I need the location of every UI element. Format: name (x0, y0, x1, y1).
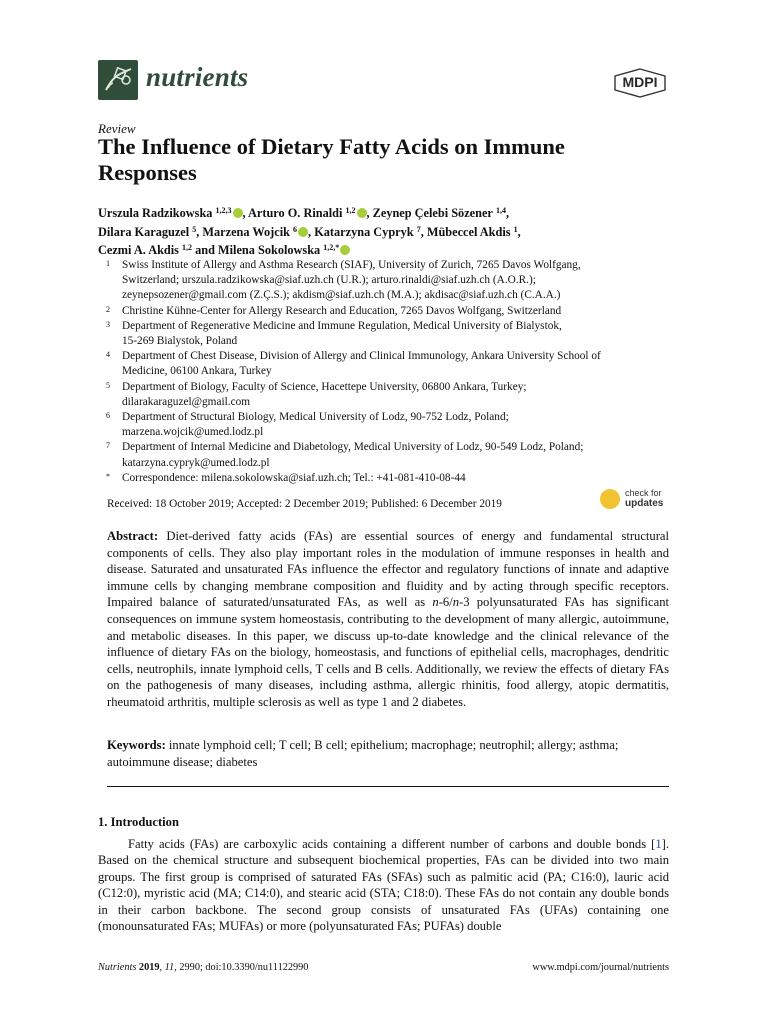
author-affiliation-marker: 7 (416, 224, 421, 234)
author-affiliation-marker: 1,4 (495, 206, 506, 215)
author-affiliation-marker: 6 (293, 224, 298, 234)
affiliation-text: Department of Regenerative Medicine and Immune Regulation, Medical University of Bialystok, 15-269 Bialystok, Poland (122, 319, 562, 348)
footer-citation (98, 962, 308, 973)
keywords-label: Keywords: (107, 738, 166, 752)
affiliation-item (98, 440, 673, 470)
affiliation-number: 3 (106, 319, 110, 329)
author-affiliation-marker: 1,2 (182, 243, 193, 252)
affiliation-text: Correspondence: milena.sokolowska@siaf.uzh.ch; Tel.: +41-081-410-08-44 (122, 471, 466, 484)
affiliation-text: Department of Chest Disease, Division of Allergy and Clinical Immunology, Ankara University School of Medicine, 06100 Ankara, Turkey (122, 350, 601, 378)
article-title: The Influence of Dietary Fatty Acids on Immune Responses (98, 134, 565, 185)
affiliation-item (98, 349, 673, 379)
author-name: Mübeccel Akdis (426, 224, 514, 239)
author-name: Katarzyna Cypryk (314, 224, 417, 239)
keywords (107, 737, 669, 770)
affiliation-text: Swiss Institute of Allergy and Asthma Research (SIAF), University of Zurich, 7265 Davos Wolfgang, Switzerland; urszula.radzikowska@siaf.uzh.ch (U.R.); arturo.rinaldi@siaf.uzh.ch (A.O.R.); zeynepsozener@gmail.com (Z.Ç.S.); akdism@siaf.uzh.ch (M.A.); akdisac@siaf.uzh.ch (C.A.A.) (122, 259, 581, 302)
publication-dates: Received: 18 October 2019; Accepted: 2 December 2019; Published: 6 December 2019 (107, 498, 502, 510)
affiliation-text: Department of Structural Biology, Medical University of Lodz, 90-752 Lodz, Poland; marzena.wojcik@umed.lodz.pl (122, 411, 509, 439)
author-name: Dilara Karaguzel (98, 224, 193, 239)
author-list: Urszula Radzikowska $^{1,2,3}$ , Arturo O. Rinaldi $^{1,2}$ , Zeynep Çelebi Sözener $^{1,4}$, Dilara Karaguzel $^5$, Marzena Wojcik $^6$ , Katarzyna Cypryk $^7$, Mübeccel Akdis $^1$, Cezmi A. Akdis $^{1,2}$ and Milena Sokolowska $^{1,2,*}$ (98, 206, 521, 257)
affiliation-item (98, 304, 673, 319)
author-affiliation-marker: 1,2 (345, 206, 356, 215)
orcid-icon[interactable] (298, 227, 308, 237)
check-updates-line2: updates (625, 498, 664, 509)
section-divider (107, 786, 669, 787)
orcid-icon[interactable] (233, 208, 243, 218)
keywords-text: innate lymphoid cell; T cell; B cell; epithelium; macrophage; neutrophil; allergy; asthma; autoimmune disease; diabetes (107, 738, 619, 769)
author-name: Cezmi A. Akdis (98, 243, 183, 257)
abstract-label: Abstract: (107, 529, 159, 543)
affiliation-text: Department of Biology, Faculty of Science, Hacettepe University, 06800 Ankara, Turkey; dilarakaraguzel@gmail.com (122, 380, 527, 408)
footer-url[interactable]: www.mdpi.com/journal/nutrients (532, 962, 669, 973)
affiliation-text: Department of Internal Medicine and Diabetology, Medical University of Lodz, 90-549 Lodz, Poland; katarzyna.cypryk@umed.lodz.pl (122, 441, 584, 469)
affiliation-number: 5 (106, 380, 110, 390)
publisher-name: MDPI (622, 74, 658, 90)
author-affiliation-marker: 5 (192, 224, 197, 234)
affiliation-item (98, 258, 673, 304)
abstract-text: Diet-derived fatty acids (FAs) are essential sources of energy and fundamental structural components of cells. They also play important roles in the modulation of immune responses in health and disease. Saturated and unsaturated FAs influence the effector and regulatory functions of innate and adaptive immune cells by changing membrane composition and fluidity and by acting through specific receptors. Impaired balance of saturated/unsaturated FAs, as well as n-6/n-3 polyunsaturated FAs has significant consequences on immune system homeostasis, contributing to the development of many allergic, autoimmune, and metabolic diseases. In this paper, we discuss up-to-date knowledge and the clinical relevance of the influence of dietary FAs on the biology, homeostasis, and functions of epithelial cells, macrophages, dendritic cells, neutrophils, innate lymphoid cells, T cells and B cells. Additionally, we review the effects of dietary FAs on the pathogenesis of many diseases, including asthma, allergic rhinitis, food allergy, atopic dermatitis, rheumatoid arthritis, multiple sclerosis as well as type 1 and 2 diabetes. (107, 529, 670, 709)
author-affiliation-marker: 1,2,* (323, 243, 340, 252)
check-updates-line1: check for (625, 488, 662, 498)
author-name: Marzena Wojcik (202, 224, 294, 239)
author-name: Milena Sokolowska (218, 243, 324, 257)
affiliation-number: 1 (106, 259, 110, 268)
abstract (107, 528, 669, 711)
affiliation-item (98, 471, 673, 486)
affiliation-number: 6 (106, 411, 110, 421)
check-for-updates-button[interactable] (600, 487, 670, 515)
author-name: Arturo O. Rinaldi (248, 206, 346, 220)
author-name: Urszula Radzikowska (98, 206, 216, 220)
affiliation-number: 4 (106, 350, 110, 360)
reference-link[interactable]: 1 (655, 837, 662, 851)
author-affiliation-marker: 1 (513, 224, 518, 234)
journal-logo-icon (98, 60, 138, 100)
mdpi-logo[interactable] (613, 68, 667, 98)
affiliation-item (98, 410, 673, 440)
author-affiliation-marker: 1,2,3 (215, 206, 232, 215)
affiliation-number: * (106, 471, 110, 481)
intro-text-end: ]. Based on the chemical structure and subsequent biochemical properties, FAs can be divided into two main groups. The first group is comprised of saturated FAs (SFAs) such as palmitic acid (PA; C16:0), lauric acid (C12:0), myristic acid (MA; C14:0), and stearic acid (STA; C18:0). These FAs do not contain any double bonds in their carbon backbone. The second group consists of unsaturated FAs (UFAs) containing one (monounsaturated FAs; MUFAs) or more (polyunsaturated FAs; PUFAs) double (98, 837, 669, 934)
check-updates-icon (600, 489, 620, 509)
intro-text-start: Fatty acids (FAs) are carboxylic acids containing a different number of carbons and double bonds [ (128, 837, 656, 851)
affiliation-number: 7 (106, 441, 110, 451)
affiliation-text: Christine Kühne-Center for Allergy Research and Education, 7265 Davos Wolfgang, Switzerland (122, 304, 562, 317)
affiliation-item (98, 319, 673, 349)
orcid-icon[interactable] (340, 245, 350, 255)
footer-journal: Nutrients (98, 962, 137, 973)
section-heading: 1. Introduction (98, 815, 179, 829)
author-name: Zeynep Çelebi Sözener (372, 206, 496, 220)
article-type: Review (98, 121, 136, 136)
affiliation-list (98, 258, 673, 486)
orcid-icon[interactable] (357, 208, 367, 218)
intro-paragraph (98, 836, 669, 934)
journal-name[interactable]: nutrients (146, 62, 249, 92)
affiliation-number: 2 (106, 304, 110, 314)
affiliation-item (98, 380, 673, 410)
footer-citation-text: 2019, 11, 2990; doi:10.3390/nu11122990 (138, 962, 309, 973)
